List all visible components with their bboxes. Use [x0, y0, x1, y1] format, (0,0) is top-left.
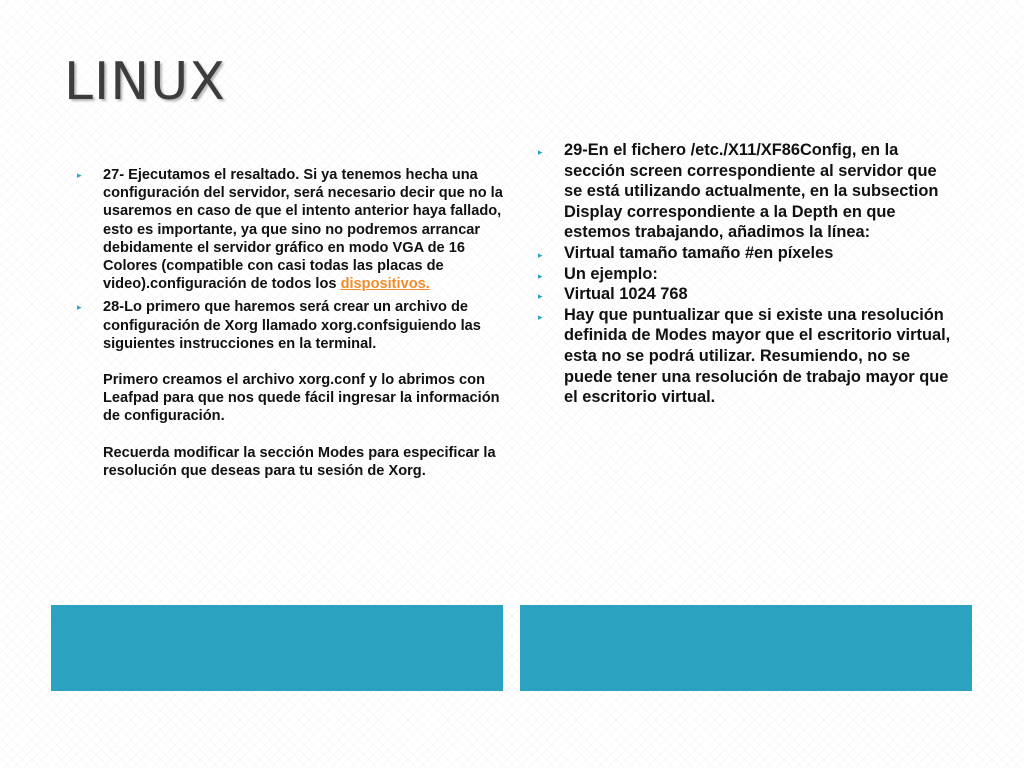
virtual-example-text: Virtual 1024 768	[564, 285, 688, 304]
right-bullet-item	[538, 243, 959, 264]
left-bullet-list	[77, 166, 503, 485]
bullet-item-28	[77, 298, 503, 480]
bullet-arrow-icon: ▸	[77, 170, 82, 180]
bullet-arrow-icon: ▸	[538, 147, 543, 157]
bullet-arrow-icon: ▸	[538, 249, 543, 260]
bullet-arrow-icon: ▸	[538, 270, 543, 281]
bullet-item-27	[77, 166, 503, 293]
item-28-leafpad-after: para que nos quede fácil ingresar la información de configuración.	[103, 390, 500, 425]
right-accent-box	[520, 605, 972, 691]
dispositivos-link[interactable]: dispositivos.	[340, 276, 430, 293]
item-27-text: 27- Ejecutamos el resaltado. Si ya tenemos hecha una configuración del servidor, será necesario decir que no la usaremos en caso de que el intento anterior haya fallado, esto es importante, ya que sino no podremos arrancar debidamente el servidor gráfico en modo VGA de 16 Colores (compatible con casi todas las placas de video).configuración de todos los	[103, 167, 503, 293]
item-28-leafpad-paragraph	[103, 371, 503, 426]
right-bullet-item	[538, 264, 959, 285]
right-bullet-item	[538, 140, 959, 243]
modes-note-text: Hay que puntualizar que si existe una resolución definida de Modes mayor que el escritorio virtual, esta no se podrá utilizar. Resumiendo, no se puede tener una resolución de trabajo mayor que el escritorio virtual.	[564, 305, 951, 407]
bullet-arrow-icon: ▸	[77, 302, 82, 313]
item-29-text: 29-En el fichero /etc./X11/XF86Config, en la sección screen correspondiente al servidor que se está utilizando actualmente, en la subsection Display correspondiente a la Depth en que estemos trabajando, añadimos la línea:	[564, 141, 939, 242]
item-28-modes-text: Recuerda modificar la sección Modes para especificar la resolución que deseas para tu sesión de Xorg.	[103, 444, 496, 479]
bullet-arrow-icon: ▸	[538, 291, 543, 302]
right-bullet-item	[538, 305, 959, 408]
left-accent-box	[51, 605, 503, 691]
virtual-syntax-text: Virtual tamaño tamaño #en píxeles	[564, 243, 834, 262]
bullet-arrow-icon: ▸	[538, 311, 543, 322]
slide-title: LINUX	[64, 52, 226, 112]
right-bullet-item	[538, 284, 959, 305]
right-bullet-list	[538, 140, 959, 408]
leafpad-term: Leafpad	[103, 390, 159, 407]
item-28-leafpad-before: Primero creamos el archivo xorg.conf y lo abrimos con	[103, 372, 485, 389]
item-28-intro-text: 28-Lo primero que haremos será crear un archivo de configuración de Xorg llamado xorg.confsiguiendo las siguientes instrucciones en la terminal.	[103, 299, 481, 352]
example-label-text: Un ejemplo:	[564, 264, 658, 283]
